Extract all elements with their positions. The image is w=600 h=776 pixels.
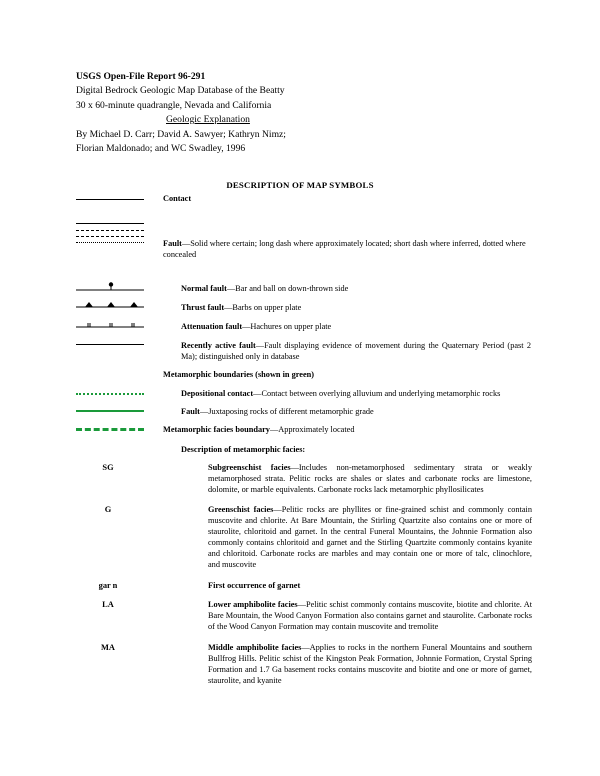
facies-label-la: Lower amphibolite facies — [208, 600, 298, 609]
facies-boundary-symbol — [76, 428, 144, 431]
fault-entry — [163, 238, 535, 260]
thrust-fault-label: Thrust fault — [181, 303, 225, 312]
fault-desc: —Solid where certain; long dash where approximately located; short dash where inferred, dotted where concealed — [163, 239, 526, 259]
facies-entry-la — [208, 599, 532, 632]
attenuation-fault-desc: —Hachures on upper plate — [242, 322, 332, 331]
fault-long-dash-symbol — [76, 230, 144, 231]
facies-label-garn: First occurrence of garnet — [208, 581, 301, 590]
fault-dotted-symbol — [76, 242, 144, 243]
normal-fault-desc: —Bar and ball on down-thrown side — [226, 284, 349, 293]
facies-heading: Description of metamorphic facies: — [181, 445, 306, 454]
facies-desc-la: —Pelitic schist commonly contains muscovite, biotite and chlorite. At Bare Mountain, the Wood Canyon Formation also contains garnet and staurolite. Carbonate rocks of the Wood Canyon Formation may contain muscovite and tremolite — [208, 600, 532, 631]
depositional-contact-desc: —Contact between overlying alluvium and underlying metamorphic rocks — [253, 389, 501, 398]
normal-fault-symbol — [76, 282, 146, 294]
report-title-line1: Digital Bedrock Geologic Map Database of the Beatty — [76, 85, 285, 97]
contact-symbol — [76, 199, 144, 200]
facies-label-g: Greenschist facies — [208, 505, 274, 514]
metamorphic-fault-symbol — [76, 410, 144, 412]
depositional-contact-label: Depositional contact — [181, 389, 254, 398]
report-header — [76, 70, 496, 156]
thrust-fault-entry — [181, 302, 531, 313]
contact-label: Contact — [163, 194, 192, 203]
thrust-fault-symbol — [76, 300, 146, 310]
normal-fault-label: Normal fault — [181, 284, 227, 293]
facies-boundary-desc: —Approximately located — [269, 425, 355, 434]
fault-solid-symbol — [76, 223, 144, 224]
recent-fault-symbol — [76, 344, 144, 345]
facies-code-sg: SG — [102, 463, 114, 472]
facies-code-garn: gar n — [98, 581, 118, 590]
attenuation-fault-symbol — [76, 320, 146, 330]
facies-code-g: G — [104, 505, 112, 514]
facies-desc-sg: —Includes non-metamorphosed sedimentary strata or weakly metamorphosed strata. Pelitic rocks are shales or slates and carbonate rocks are limestone, dolomite, or marble equivalents. Carbonate rocks lack metamorphic phyllosilicates — [208, 463, 532, 494]
section-title: DESCRIPTION OF MAP SYMBOLS — [226, 180, 374, 190]
thrust-fault-desc: —Barbs on upper plate — [224, 303, 302, 312]
depositional-contact-symbol — [76, 393, 144, 395]
metamorphic-fault-label: Fault — [181, 407, 200, 416]
facies-code-ma: MA — [101, 643, 115, 652]
facies-boundary-entry — [163, 424, 533, 435]
recent-fault-desc: —Fault displaying evidence of movement during the Quaternary Period (past 2 Ma); distinguished only in database — [181, 341, 531, 361]
facies-desc-g: —Pelitic rocks are phyllites or fine-grained schist and commonly contain muscovite and chlorite. At Bare Mountain, the Stirling Quartzite also contains one or more of staurolite, chloritoid and garnet. In the central Funeral Mountains, the Johnnie Formation also commonly contains chloritoid and garnet and the Stirling Quartzite commonly contains kyanite and chloritoid. Carbonate rocks are marbles and may contain one or more of talc, clinochlore, and muscovite — [208, 505, 532, 569]
report-number: USGS Open-File Report 96-291 — [76, 71, 206, 82]
metamorphic-fault-desc: —Juxtaposing rocks of different metamorphic grade — [199, 407, 374, 416]
metamorphic-heading: Metamorphic boundaries (shown in green) — [163, 370, 315, 379]
recent-fault-label: Recently active fault — [181, 341, 256, 350]
authors-line1: By Michael D. Carr; David A. Sawyer; Kathryn Nimz; — [76, 128, 286, 140]
recent-fault-entry — [181, 340, 531, 362]
metamorphic-fault-entry — [181, 406, 531, 417]
fault-label: Fault — [163, 239, 182, 248]
report-subtitle: Geologic Explanation — [166, 114, 250, 126]
facies-entry-ma — [208, 642, 532, 686]
facies-code-la: LA — [102, 600, 114, 609]
fault-short-dash-symbol — [76, 236, 144, 237]
authors-line2: Florian Maldonado; and WC Swadley, 1996 — [76, 143, 246, 155]
facies-label-ma: Middle amphibolite facies — [208, 643, 302, 652]
report-title-line2: 30 x 60-minute quadrangle, Nevada and California — [76, 99, 272, 111]
facies-boundary-label: Metamorphic facies boundary — [163, 425, 270, 434]
attenuation-fault-label: Attenuation fault — [181, 322, 243, 331]
facies-entry-g — [208, 504, 532, 570]
normal-fault-entry — [181, 283, 531, 294]
facies-desc-ma: —Applies to rocks in the northern Funeral Mountains and southern Bullfrog Hills. Pelitic schist of the Kingston Peak Formation, Johnnie Formation, Crystal Spring Formation and 1.7 Ga basement rocks contains muscovite and biotite and one or more of garnet, staurolite, and kyanite — [208, 643, 532, 685]
attenuation-fault-entry — [181, 321, 531, 332]
facies-entry-sg — [208, 462, 532, 495]
depositional-contact-entry — [181, 388, 541, 399]
facies-label-sg: Subgreenschist facies — [208, 463, 291, 472]
